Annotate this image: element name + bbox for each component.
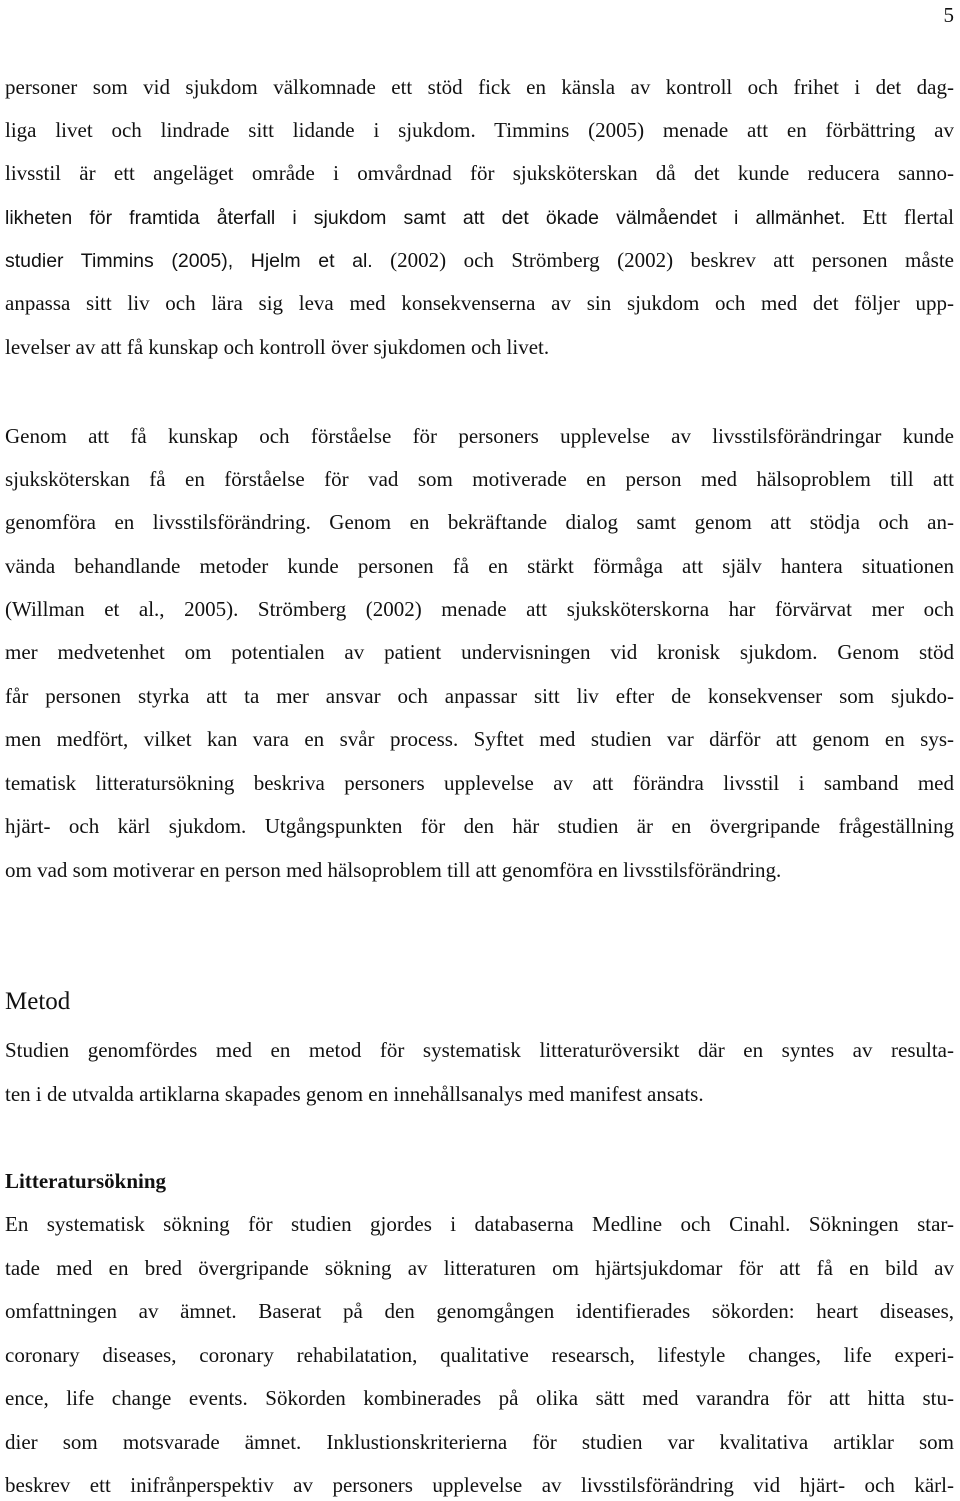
paragraph-1-line-4-sans: likheten för framtida återfall i sjukdom samt att det ökade välmåendet i allmänhet. <box>5 207 846 229</box>
litteratursokning-line-7: beskrev ett inifrånperspektiv av personers upplevelse av livsstilsförändring vid hjärt- och kärl- <box>5 1473 954 1497</box>
paragraph-1-line-1: personer som vid sjukdom välkomnade ett stöd fick en känsla av kontroll och frihet i det dag- <box>5 75 954 99</box>
litteratursokning-line-5: ence, life change events. Sökorden kombinerades på olika sätt med varandra för att hitta stu- <box>5 1386 954 1410</box>
paragraph-2-line-10: hjärt- och kärl sjukdom. Utgångspunkten för den här studien är en övergripande frågeställning <box>5 814 954 838</box>
paragraph-2-line-7: får personen styrka att ta mer ansvar och anpassar sitt liv efter de konsekvenser som sjukdo- <box>5 684 954 708</box>
paragraph-2-line-1: Genom att få kunskap och förståelse för personers upplevelse av livsstilsförändringar kunde <box>5 424 954 448</box>
metod-line-1: Studien genomfördes med en metod för systematisk litteraturöversikt där en syntes av resulta- <box>5 1038 954 1062</box>
litteratursokning-line-6: dier som motsvarade ämnet. Inklustionskriterierna för studien var kvalitativa artiklar som <box>5 1430 954 1454</box>
paragraph-1-line-4 <box>5 204 954 231</box>
paragraph-1-line-2: liga livet och lindrade sitt lidande i sjukdom. Timmins (2005) menade att en förbättring av <box>5 118 954 142</box>
section-heading-litteratursokning: Litteratursökning <box>5 1169 167 1193</box>
paragraph-2-line-5: (Willman et al., 2005). Strömberg (2002) menade att sjuksköterskorna har förvärvat mer och <box>5 597 954 621</box>
paragraph-2-line-9: tematisk litteratursökning beskriva personers upplevelse av att förändra livsstil i samband med <box>5 771 954 795</box>
litteratursokning-line-3: omfattningen av ämnet. Baserat på den genomgången identifierades sökorden: heart diseases, <box>5 1299 954 1323</box>
section-heading-metod: Metod <box>5 988 71 1015</box>
paragraph-1-line-4-tail: Ett flertal <box>845 205 954 229</box>
paragraph-2-line-8: men medfört, vilket kan vara en svår process. Syftet med studien var därför att genom en sys- <box>5 727 954 751</box>
litteratursokning-line-4: coronary diseases, coronary rehabilatation, qualitative researsch, lifestyle changes, life experi- <box>5 1343 954 1367</box>
paragraph-1-line-5-sans: studier Timmins (2005), Hjelm et al. <box>5 250 373 272</box>
paragraph-2-line-2: sjuksköterskan få en förståelse för vad som motiverade en person med hälsoproblem till att <box>5 467 954 491</box>
paragraph-2-line-3: genomföra en livsstilsförändring. Genom en bekräftande dialog samt genom att stödja och an- <box>5 510 954 534</box>
paragraph-1-line-7: levelser av att få kunskap och kontroll över sjukdomen och livet. <box>5 335 550 359</box>
paragraph-1-line-3: livsstil är ett angeläget område i omvårdnad för sjuksköterskan då det kunde reducera sanno- <box>5 161 954 185</box>
paragraph-2-line-4: vända behandlande metoder kunde personen få en stärkt förmåga att själv hantera situationen <box>5 554 954 578</box>
paragraph-1-line-5-tail: (2002) och Strömberg (2002) beskrev att personen måste <box>372 248 954 272</box>
litteratursokning-line-1: En systematisk sökning för studien gjordes i databaserna Medline och Cinahl. Sökningen star- <box>5 1212 954 1236</box>
page-number: 5 <box>943 3 954 27</box>
paragraph-2-line-11: om vad som motiverar en person med hälsoproblem till att genomföra en livsstilsförändring. <box>5 858 782 882</box>
paragraph-2-line-6: mer medvetenhet om potentialen av patient undervisningen vid kronisk sjukdom. Genom stöd <box>5 640 954 664</box>
litteratursokning-line-2: tade med en bred övergripande sökning av litteraturen om hjärtsjukdomar för att få en bild av <box>5 1256 954 1280</box>
paragraph-1-line-6: anpassa sitt liv och lära sig leva med konsekvenserna av sin sjukdom och med det följer upp- <box>5 291 954 315</box>
paragraph-1-line-5 <box>5 247 954 274</box>
metod-line-2: ten i de utvalda artiklarna skapades genom en innehållsanalys med manifest ansats. <box>5 1082 704 1106</box>
